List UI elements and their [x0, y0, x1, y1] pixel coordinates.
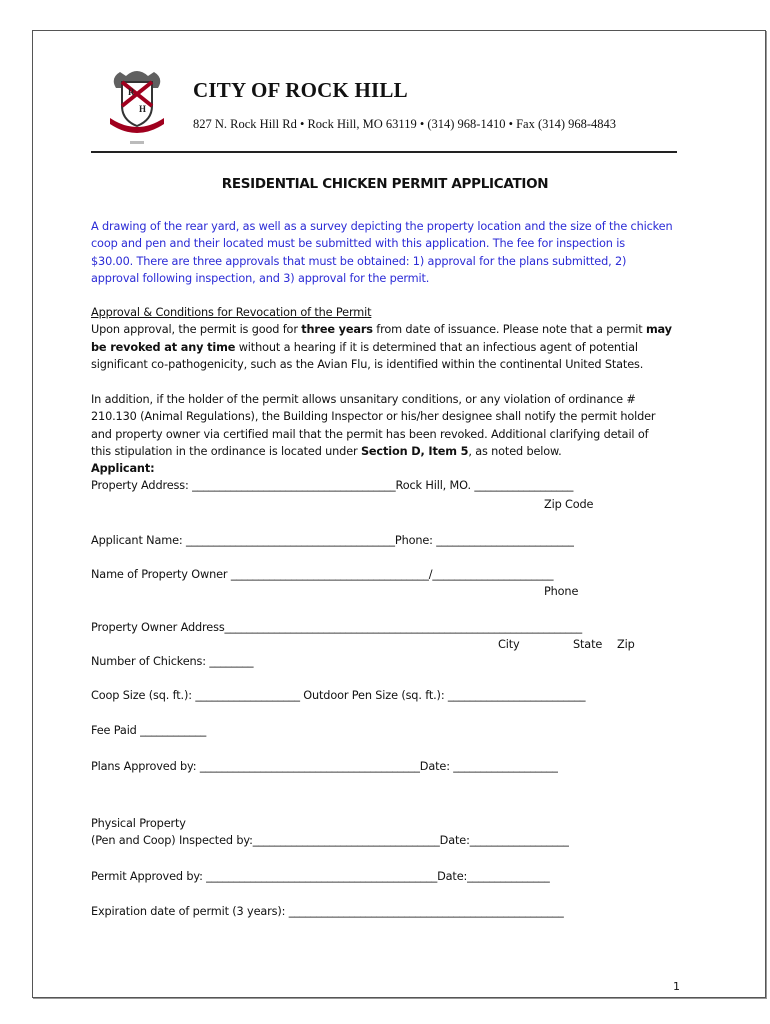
text-run: without a hearing if it is determined that an infectious agent of potential: [235, 340, 638, 354]
city-seal-icon: [106, 62, 168, 148]
approval-line: significant co-pathogenicity, such as the Avian Flu, is identified within the continental United States.: [91, 357, 644, 371]
addition-line: and property owner via certified mail that the permit has been revoked. Additional clarifying detail of: [91, 427, 649, 441]
approval-section: [91, 304, 691, 373]
physical-property-label: Physical Property: [91, 817, 186, 830]
number-of-chickens-field[interactable]: Number of Chickens: ________: [91, 655, 254, 668]
city-address-line: 827 N. Rock Hill Rd • Rock Hill, MO 63119 • (314) 968-1410 • Fax (314) 968-4843: [193, 117, 617, 131]
expiration-date-field[interactable]: Expiration date of permit (3 years): __________________________________________________: [91, 905, 564, 918]
svg-text:H: H: [139, 104, 147, 114]
addition-line: 210.130 (Animal Regulations), the Building Inspector or his/her designee shall notify the permit holder: [91, 410, 656, 424]
city-title: CITY OF ROCK HILL: [193, 78, 408, 102]
svg-text:R: R: [128, 87, 135, 97]
text-run: Upon approval, the permit is good for: [91, 323, 302, 337]
inspected-by-field[interactable]: (Pen and Coop) Inspected by:__________________________________Date:__________________: [91, 834, 569, 847]
approval-heading: Approval & Conditions for Revocation of the Permit: [91, 306, 372, 319]
intro-paragraph: [91, 218, 691, 287]
emphasis-may: may: [645, 323, 672, 337]
text-run: , as noted below.: [468, 444, 562, 458]
intro-line: coop and pen and their located must be submitted with this application. The fee for inspection is: [91, 237, 625, 251]
owner-address-field[interactable]: Property Owner Address_________________________________________________________________: [91, 621, 582, 634]
zip-code-caption: Zip Code: [544, 498, 594, 511]
city-caption: City: [498, 638, 520, 651]
header-divider: [91, 151, 677, 153]
intro-line: A drawing of the rear yard, as well as a survey depicting the property location and the size of the chicken: [91, 220, 673, 233]
emphasis-section-d: Section D, Item 5: [360, 444, 469, 458]
applicant-label: Applicant:: [91, 462, 155, 476]
permit-approved-field[interactable]: Permit Approved by: __________________________________________Date:_______________: [91, 870, 550, 883]
approval-line: [91, 321, 691, 338]
zip-caption: Zip: [617, 638, 635, 651]
phone-caption: Phone: [544, 585, 579, 598]
coop-size-field[interactable]: Coop Size (sq. ft.): ___________________ Outdoor Pen Size (sq. ft.): _________________________: [91, 689, 586, 702]
intro-line: $30.00. There are three approvals that must be obtained: 1) approval for the plans submitted, 2): [91, 254, 627, 268]
property-address-field[interactable]: Property Address: _____________________________________Rock Hill, MO. __________________: [91, 479, 574, 493]
addition-line: In addition, if the holder of the permit allows unsanitary conditions, or any violation of ordinance #: [91, 393, 636, 406]
property-owner-field[interactable]: Name of Property Owner ____________________________________/______________________: [91, 568, 554, 581]
emphasis-revoked: be revoked at any time: [91, 340, 236, 354]
text-run: this stipulation in the ordinance is located under: [91, 444, 361, 458]
plans-approved-field[interactable]: Plans Approved by: ________________________________________Date: ___________________: [91, 760, 558, 773]
state-caption: State: [573, 638, 603, 651]
fee-paid-field[interactable]: Fee Paid ____________: [91, 724, 207, 737]
form-title: RESIDENTIAL CHICKEN PERMIT APPLICATION: [221, 176, 549, 192]
page-number: 1: [673, 980, 680, 993]
addition-line: [91, 443, 691, 460]
approval-line: [91, 339, 691, 356]
addition-section: [91, 391, 691, 495]
intro-line: approval following inspection, and 3) approval for the permit.: [91, 271, 430, 285]
emphasis-three-years: three years: [301, 323, 373, 337]
applicant-name-field[interactable]: Applicant Name: ______________________________________Phone: _________________________: [91, 534, 574, 547]
text-run: from date of issuance. Please note that a permit: [372, 323, 646, 337]
